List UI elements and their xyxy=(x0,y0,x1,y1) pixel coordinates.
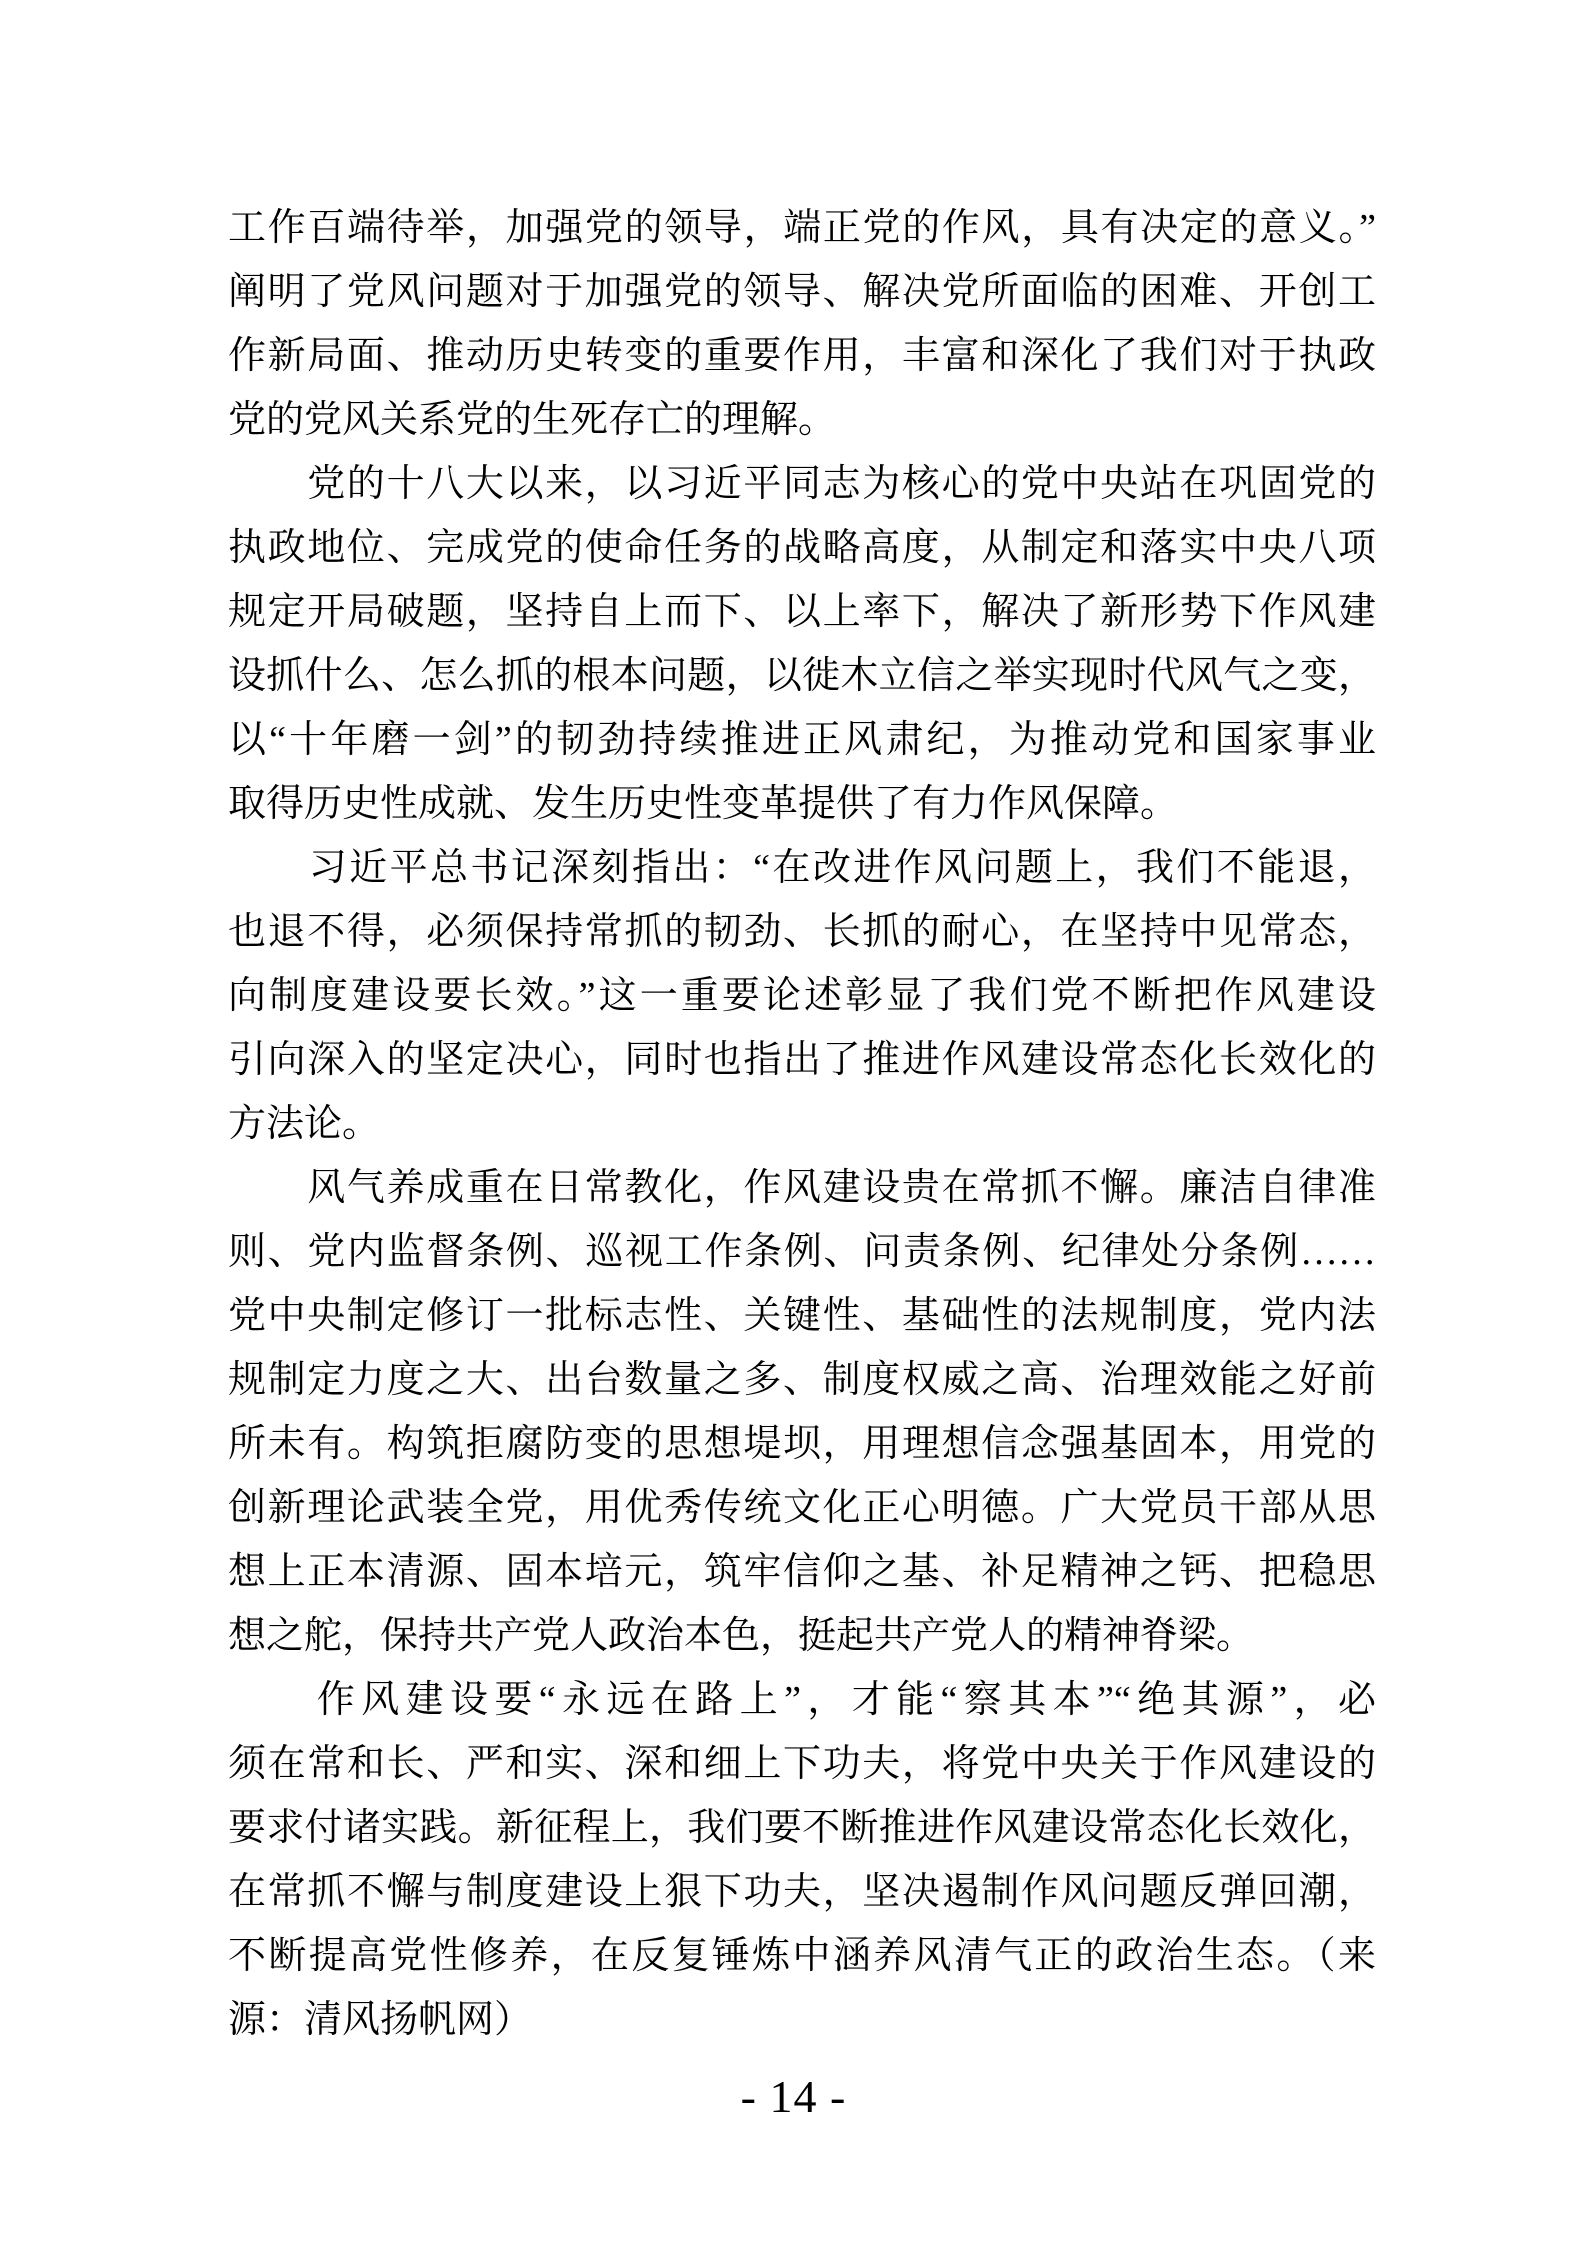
text-line: 风气养成重在日常教化，作风建设贵在常抓不懈。廉洁自律准 xyxy=(228,1167,1376,1209)
text-line: 想上正本清源、固本培元，筑牢信仰之基、补足精神之钙、把稳思 xyxy=(228,1551,1376,1593)
text-line: 方法论。 xyxy=(228,1103,381,1145)
text-line: 工作百端待举，加强党的领导，端正党的作风，具有决定的意义。” xyxy=(228,207,1376,249)
text-line: 在常抓不懈与制度建设上狠下功夫，坚决遏制作风问题反弹回潮， xyxy=(228,1871,1376,1913)
text-line: 创新理论武装全党，用优秀传统文化正心明德。广大党员干部从思 xyxy=(228,1487,1376,1529)
text-line: 党中央制定修订一批标志性、关键性、基础性的法规制度，党内法 xyxy=(228,1295,1376,1337)
text-line: 则、党内监督条例、巡视工作条例、问责条例、纪律处分条例…… xyxy=(228,1231,1376,1273)
text-line: 党的党风关系党的生死存亡的理解。 xyxy=(228,399,837,441)
text-line: 作新局面、推动历史转变的重要作用，丰富和深化了我们对于执政 xyxy=(228,335,1376,377)
text-line: 作风建设要“永远在路上”，才能“察其本”“绝其源”，必 xyxy=(228,1679,1376,1721)
text-line: 阐明了党风问题对于加强党的领导、解决党所面临的困难、开创工 xyxy=(228,271,1376,313)
text-line: 源：清风扬帆网） xyxy=(228,1999,533,2041)
text-line: 党的十八大以来，以习近平同志为核心的党中央站在巩固党的 xyxy=(228,463,1376,505)
page-number: - 14 - xyxy=(740,2071,847,2122)
text-line: 设抓什么、怎么抓的根本问题，以徙木立信之举实现时代风气之变， xyxy=(228,655,1376,697)
text-line: 向制度建设要长效。”这一重要论述彰显了我们党不断把作风建设 xyxy=(228,975,1376,1017)
text-line: 想之舵，保持共产党人政治本色，挺起共产党人的精神脊梁。 xyxy=(228,1615,1255,1657)
text-line: 不断提高党性修养，在反复锤炼中涵养风清气正的政治生态。（来 xyxy=(228,1935,1376,1977)
text-line: 习近平总书记深刻指出：“在改进作风问题上，我们不能退， xyxy=(228,847,1376,889)
text-line: 取得历史性成就、发生历史性变革提供了有力作风保障。 xyxy=(228,783,1179,825)
text-line: 执政地位、完成党的使命任务的战略高度，从制定和落实中央八项 xyxy=(228,527,1376,569)
text-line: 要求付诸实践。新征程上，我们要不断推进作风建设常态化长效化， xyxy=(228,1807,1376,1849)
text-line: 也退不得，必须保持常抓的韧劲、长抓的耐心，在坚持中见常态， xyxy=(228,911,1376,953)
text-line: 以“十年磨一剑”的韧劲持续推进正风肃纪，为推动党和国家事业 xyxy=(228,719,1376,761)
text-line: 规制定力度之大、出台数量之多、制度权威之高、治理效能之好前 xyxy=(228,1359,1376,1401)
document-text xyxy=(228,196,1376,2052)
text-line: 引向深入的坚定决心，同时也指出了推进作风建设常态化长效化的 xyxy=(228,1039,1376,1081)
text-line: 须在常和长、严和实、深和细上下功夫，将党中央关于作风建设的 xyxy=(228,1743,1376,1785)
text-line: 规定开局破题，坚持自上而下、以上率下，解决了新形势下作风建 xyxy=(228,591,1376,633)
text-line: 所未有。构筑拒腐防变的思想堤坝，用理想信念强基固本，用党的 xyxy=(228,1423,1376,1465)
